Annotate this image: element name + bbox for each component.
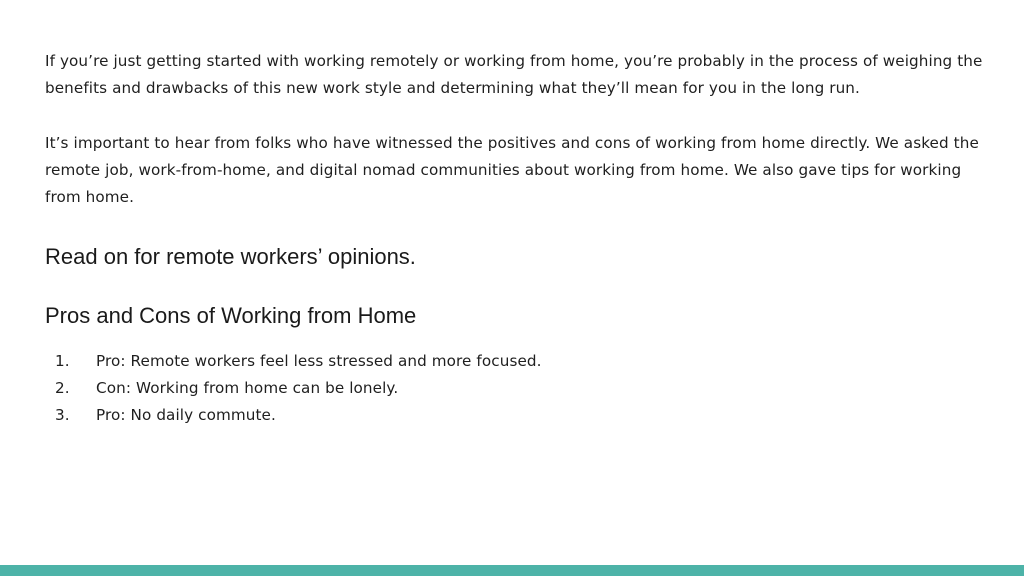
intro-paragraph: If you’re just getting started with working remotely or working from home, you’re probably in the process of weighing the benefits and drawbacks of this new work style and determining what they’ll mean for you in the long run. <box>45 52 983 97</box>
list-item-text: Pro: Remote workers feel less stressed and more focused. <box>96 352 542 370</box>
article-body <box>45 48 985 429</box>
accent-bar <box>0 565 1024 576</box>
list-item-text: Pro: No daily commute. <box>96 406 276 424</box>
context-paragraph: It’s important to hear from folks who have witnessed the positives and cons of working from home directly. We asked the remote job, work-from-home, and digital nomad communities about working from home. We also gave tips for working from home. <box>45 134 979 206</box>
callout-heading: Read on for remote workers’ opinions. <box>45 244 416 269</box>
pros-cons-list <box>45 348 985 429</box>
list-item-number: 2. <box>55 379 70 397</box>
list-item <box>45 375 985 402</box>
list-item-text: Con: Working from home can be lonely. <box>96 379 399 397</box>
section-heading: Pros and Cons of Working from Home <box>45 303 417 328</box>
list-item <box>45 402 985 429</box>
list-item <box>45 348 985 375</box>
list-item-number: 3. <box>55 406 70 424</box>
list-item-number: 1. <box>55 352 70 370</box>
